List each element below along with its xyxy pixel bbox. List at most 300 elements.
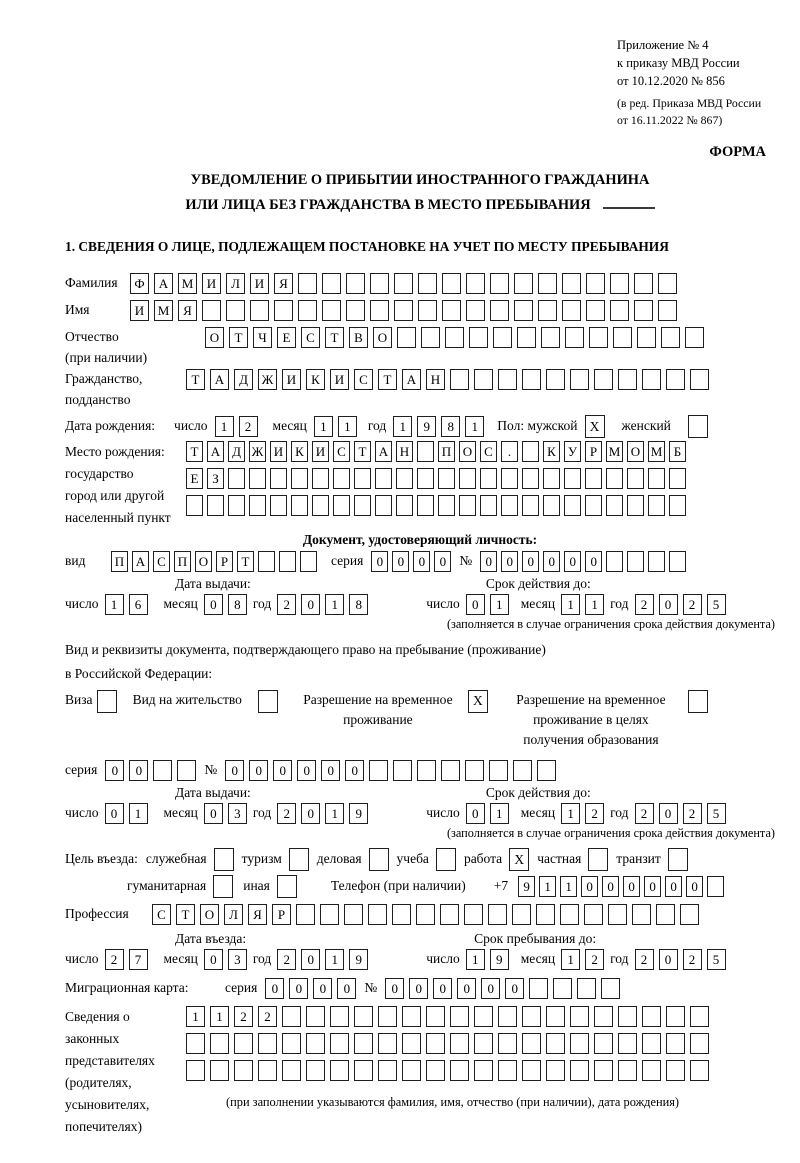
form-cell[interactable]: Т [176, 904, 195, 925]
form-cell[interactable] [522, 1006, 541, 1027]
form-cell[interactable] [606, 468, 623, 489]
form-cell[interactable] [489, 760, 508, 781]
form-cell[interactable] [210, 1033, 229, 1054]
form-cell[interactable]: И [312, 441, 329, 462]
form-cell[interactable]: 9 [417, 416, 436, 437]
form-cell[interactable] [417, 441, 434, 462]
form-cell[interactable]: И [270, 441, 287, 462]
form-cell[interactable]: 1 [105, 594, 124, 615]
form-cell[interactable]: К [543, 441, 560, 462]
form-cell[interactable] [228, 495, 245, 516]
form-cell[interactable] [426, 1006, 445, 1027]
form-cell[interactable]: А [132, 551, 149, 572]
form-cell[interactable] [490, 300, 509, 321]
form-cell[interactable] [258, 1033, 277, 1054]
form-cell[interactable]: П [438, 441, 455, 462]
form-cell[interactable]: 0 [466, 803, 485, 824]
form-cell[interactable] [658, 300, 677, 321]
form-cell[interactable] [488, 904, 507, 925]
form-cell[interactable]: 2 [239, 416, 258, 437]
form-cell[interactable] [396, 495, 413, 516]
form-cell[interactable]: 9 [349, 949, 368, 970]
form-cell[interactable] [541, 327, 560, 348]
form-cell[interactable]: Т [229, 327, 248, 348]
form-cell[interactable] [669, 468, 686, 489]
form-cell[interactable] [441, 760, 460, 781]
form-cell[interactable] [490, 273, 509, 294]
form-cell[interactable] [618, 1006, 637, 1027]
form-cell[interactable] [637, 327, 656, 348]
form-cell[interactable] [440, 904, 459, 925]
form-cell[interactable] [459, 495, 476, 516]
form-cell[interactable]: 0 [466, 594, 485, 615]
form-cell[interactable]: 1 [465, 416, 484, 437]
form-cell[interactable] [354, 495, 371, 516]
form-cell[interactable] [570, 1060, 589, 1081]
form-cell[interactable] [642, 1060, 661, 1081]
form-cell[interactable] [627, 495, 644, 516]
form-cell[interactable] [656, 904, 675, 925]
form-cell[interactable] [396, 468, 413, 489]
form-cell[interactable] [608, 904, 627, 925]
form-cell[interactable] [306, 1060, 325, 1081]
form-cell[interactable]: А [210, 369, 229, 390]
form-cell[interactable]: 0 [543, 551, 560, 572]
form-cell[interactable]: 0 [659, 803, 678, 824]
form-cell[interactable] [312, 495, 329, 516]
form-cell[interactable] [669, 551, 686, 572]
form-cell[interactable] [306, 1033, 325, 1054]
form-cell[interactable]: Я [248, 904, 267, 925]
form-cell[interactable] [282, 1060, 301, 1081]
form-cell[interactable] [522, 441, 539, 462]
form-cell[interactable] [498, 1060, 517, 1081]
form-cell[interactable] [642, 369, 661, 390]
form-cell[interactable] [680, 904, 699, 925]
form-cell[interactable]: 0 [581, 876, 598, 897]
form-cell[interactable] [291, 495, 308, 516]
form-cell[interactable] [537, 760, 556, 781]
form-cell[interactable]: Н [396, 441, 413, 462]
form-cell[interactable] [627, 551, 644, 572]
form-cell[interactable] [480, 468, 497, 489]
form-cell[interactable] [669, 495, 686, 516]
form-cell[interactable] [522, 1060, 541, 1081]
form-cell[interactable] [298, 273, 317, 294]
form-cell[interactable]: Ф [130, 273, 149, 294]
form-cell[interactable] [498, 369, 517, 390]
form-cell[interactable] [642, 1033, 661, 1054]
form-cell[interactable] [282, 1006, 301, 1027]
form-cell[interactable] [562, 273, 581, 294]
form-cell[interactable] [346, 300, 365, 321]
purpose-official-checkbox[interactable] [214, 848, 234, 871]
form-cell[interactable]: С [152, 904, 171, 925]
form-cell[interactable]: Я [178, 300, 197, 321]
form-cell[interactable] [474, 1060, 493, 1081]
form-cell[interactable] [474, 1006, 493, 1027]
purpose-study-checkbox[interactable] [436, 848, 456, 871]
form-cell[interactable] [522, 1033, 541, 1054]
form-cell[interactable]: 0 [129, 760, 148, 781]
form-cell[interactable]: 0 [501, 551, 518, 572]
form-cell[interactable]: 8 [228, 594, 247, 615]
form-cell[interactable] [282, 1033, 301, 1054]
form-cell[interactable]: 2 [635, 594, 654, 615]
form-cell[interactable] [606, 495, 623, 516]
form-cell[interactable]: С [354, 369, 373, 390]
form-cell[interactable] [474, 1033, 493, 1054]
form-cell[interactable] [577, 978, 596, 999]
form-cell[interactable] [564, 468, 581, 489]
form-cell[interactable]: 0 [665, 876, 682, 897]
form-cell[interactable]: 0 [522, 551, 539, 572]
form-cell[interactable] [601, 978, 620, 999]
form-cell[interactable]: 1 [585, 594, 604, 615]
form-cell[interactable]: 1 [561, 594, 580, 615]
form-cell[interactable] [258, 1060, 277, 1081]
form-cell[interactable] [584, 904, 603, 925]
form-cell[interactable]: 0 [481, 978, 500, 999]
form-cell[interactable] [522, 495, 539, 516]
form-cell[interactable]: 0 [413, 551, 430, 572]
form-cell[interactable] [370, 273, 389, 294]
form-cell[interactable]: 0 [301, 949, 320, 970]
form-cell[interactable]: 0 [301, 803, 320, 824]
form-cell[interactable] [514, 300, 533, 321]
form-cell[interactable] [517, 327, 536, 348]
form-cell[interactable] [606, 551, 623, 572]
form-cell[interactable] [333, 495, 350, 516]
form-cell[interactable]: 0 [321, 760, 340, 781]
form-cell[interactable] [296, 904, 315, 925]
form-cell[interactable]: Д [228, 441, 245, 462]
form-cell[interactable]: 2 [277, 594, 296, 615]
form-cell[interactable] [322, 300, 341, 321]
form-cell[interactable]: 0 [204, 594, 223, 615]
form-cell[interactable]: И [330, 369, 349, 390]
form-cell[interactable]: 1 [186, 1006, 205, 1027]
form-cell[interactable]: 1 [325, 949, 344, 970]
form-cell[interactable]: Т [237, 551, 254, 572]
form-cell[interactable]: А [375, 441, 392, 462]
form-cell[interactable] [648, 468, 665, 489]
form-cell[interactable]: Т [186, 441, 203, 462]
form-cell[interactable]: 0 [301, 594, 320, 615]
form-cell[interactable]: Р [216, 551, 233, 572]
form-cell[interactable] [634, 273, 653, 294]
form-cell[interactable]: Ж [249, 441, 266, 462]
form-cell[interactable]: 0 [337, 978, 356, 999]
form-cell[interactable]: 3 [228, 949, 247, 970]
form-cell[interactable] [594, 1060, 613, 1081]
form-cell[interactable]: 0 [297, 760, 316, 781]
form-cell[interactable]: О [627, 441, 644, 462]
form-cell[interactable]: 8 [441, 416, 460, 437]
form-cell[interactable]: Т [186, 369, 205, 390]
form-cell[interactable] [370, 300, 389, 321]
form-cell[interactable] [330, 1033, 349, 1054]
form-cell[interactable]: О [200, 904, 219, 925]
form-cell[interactable] [186, 1060, 205, 1081]
visa-checkbox[interactable] [97, 690, 117, 713]
form-cell[interactable] [585, 468, 602, 489]
form-cell[interactable] [344, 904, 363, 925]
form-cell[interactable] [291, 468, 308, 489]
form-cell[interactable] [666, 1060, 685, 1081]
form-cell[interactable] [426, 1060, 445, 1081]
form-cell[interactable]: 1 [466, 949, 485, 970]
form-cell[interactable]: 1 [338, 416, 357, 437]
form-cell[interactable] [279, 551, 296, 572]
form-cell[interactable] [346, 273, 365, 294]
form-cell[interactable]: Л [226, 273, 245, 294]
form-cell[interactable] [354, 1060, 373, 1081]
form-cell[interactable] [418, 300, 437, 321]
form-cell[interactable] [416, 904, 435, 925]
form-cell[interactable] [512, 904, 531, 925]
form-cell[interactable]: 1 [561, 803, 580, 824]
form-cell[interactable] [632, 904, 651, 925]
form-cell[interactable]: М [648, 441, 665, 462]
form-cell[interactable]: 3 [228, 803, 247, 824]
form-cell[interactable] [402, 1006, 421, 1027]
form-cell[interactable] [397, 327, 416, 348]
form-cell[interactable] [498, 1033, 517, 1054]
form-cell[interactable]: 2 [585, 949, 604, 970]
form-cell[interactable] [514, 273, 533, 294]
form-cell[interactable]: Б [669, 441, 686, 462]
form-cell[interactable]: 9 [490, 949, 509, 970]
form-cell[interactable]: З [207, 468, 224, 489]
form-cell[interactable] [546, 369, 565, 390]
form-cell[interactable] [320, 904, 339, 925]
purpose-humanitarian-checkbox[interactable] [213, 875, 233, 898]
form-cell[interactable] [354, 1006, 373, 1027]
form-cell[interactable]: В [349, 327, 368, 348]
sex-male-checkbox[interactable]: X [585, 415, 605, 438]
form-cell[interactable]: 0 [623, 876, 640, 897]
form-cell[interactable] [450, 1006, 469, 1027]
form-cell[interactable] [369, 760, 388, 781]
temp-permit-checkbox[interactable]: X [468, 690, 488, 713]
form-cell[interactable]: И [202, 273, 221, 294]
form-cell[interactable]: М [178, 273, 197, 294]
form-cell[interactable]: Ч [253, 327, 272, 348]
form-cell[interactable]: О [373, 327, 392, 348]
form-cell[interactable] [270, 495, 287, 516]
form-cell[interactable] [685, 327, 704, 348]
form-cell[interactable] [536, 904, 555, 925]
form-cell[interactable] [442, 273, 461, 294]
purpose-other-checkbox[interactable] [277, 875, 297, 898]
form-cell[interactable] [610, 273, 629, 294]
form-cell[interactable]: Р [272, 904, 291, 925]
form-cell[interactable]: 2 [585, 803, 604, 824]
form-cell[interactable] [658, 273, 677, 294]
form-cell[interactable]: И [282, 369, 301, 390]
form-cell[interactable]: М [606, 441, 623, 462]
form-cell[interactable]: 1 [490, 803, 509, 824]
form-cell[interactable]: 0 [225, 760, 244, 781]
form-cell[interactable]: 1 [539, 876, 556, 897]
purpose-business-checkbox[interactable] [369, 848, 389, 871]
form-cell[interactable]: О [205, 327, 224, 348]
form-cell[interactable]: 2 [258, 1006, 277, 1027]
form-cell[interactable]: 0 [371, 551, 388, 572]
form-cell[interactable] [464, 904, 483, 925]
form-cell[interactable] [618, 1060, 637, 1081]
form-cell[interactable]: 0 [392, 551, 409, 572]
form-cell[interactable] [402, 1033, 421, 1054]
form-cell[interactable] [202, 300, 221, 321]
form-cell[interactable] [450, 369, 469, 390]
form-cell[interactable]: 2 [277, 949, 296, 970]
form-cell[interactable]: 0 [480, 551, 497, 572]
form-cell[interactable]: Д [234, 369, 253, 390]
form-cell[interactable] [570, 369, 589, 390]
form-cell[interactable] [375, 468, 392, 489]
form-cell[interactable] [522, 468, 539, 489]
form-cell[interactable] [469, 327, 488, 348]
form-cell[interactable] [642, 1006, 661, 1027]
form-cell[interactable] [618, 1033, 637, 1054]
form-cell[interactable] [392, 904, 411, 925]
form-cell[interactable] [594, 1033, 613, 1054]
form-cell[interactable]: 5 [707, 803, 726, 824]
form-cell[interactable] [442, 300, 461, 321]
form-cell[interactable] [234, 1033, 253, 1054]
form-cell[interactable]: П [111, 551, 128, 572]
form-cell[interactable] [666, 369, 685, 390]
form-cell[interactable] [570, 1033, 589, 1054]
form-cell[interactable] [270, 468, 287, 489]
form-cell[interactable]: 9 [349, 803, 368, 824]
form-cell[interactable] [417, 760, 436, 781]
form-cell[interactable]: 1 [561, 949, 580, 970]
form-cell[interactable]: 1 [215, 416, 234, 437]
residence-permit-checkbox[interactable] [258, 690, 278, 713]
form-cell[interactable]: 0 [409, 978, 428, 999]
form-cell[interactable] [153, 760, 172, 781]
form-cell[interactable] [250, 300, 269, 321]
form-cell[interactable] [570, 1006, 589, 1027]
form-cell[interactable] [421, 327, 440, 348]
form-cell[interactable] [450, 1060, 469, 1081]
form-cell[interactable]: Е [277, 327, 296, 348]
form-cell[interactable]: Т [378, 369, 397, 390]
form-cell[interactable]: 0 [273, 760, 292, 781]
form-cell[interactable]: 0 [204, 949, 223, 970]
form-cell[interactable] [690, 369, 709, 390]
form-cell[interactable] [417, 495, 434, 516]
form-cell[interactable] [394, 273, 413, 294]
form-cell[interactable]: 8 [349, 594, 368, 615]
form-cell[interactable]: 1 [314, 416, 333, 437]
form-cell[interactable]: У [564, 441, 581, 462]
form-cell[interactable]: Т [325, 327, 344, 348]
form-cell[interactable] [690, 1033, 709, 1054]
form-cell[interactable] [613, 327, 632, 348]
form-cell[interactable]: 2 [683, 594, 702, 615]
form-cell[interactable] [546, 1006, 565, 1027]
form-cell[interactable] [585, 495, 602, 516]
form-cell[interactable] [627, 468, 644, 489]
form-cell[interactable]: О [195, 551, 212, 572]
form-cell[interactable] [565, 327, 584, 348]
form-cell[interactable] [249, 468, 266, 489]
form-cell[interactable] [210, 1060, 229, 1081]
form-cell[interactable] [501, 495, 518, 516]
form-cell[interactable] [538, 273, 557, 294]
form-cell[interactable] [426, 1033, 445, 1054]
form-cell[interactable]: 0 [434, 551, 451, 572]
form-cell[interactable] [513, 760, 532, 781]
form-cell[interactable]: 2 [635, 949, 654, 970]
form-cell[interactable] [594, 1006, 613, 1027]
form-cell[interactable] [298, 300, 317, 321]
form-cell[interactable] [594, 369, 613, 390]
form-cell[interactable] [498, 1006, 517, 1027]
form-cell[interactable] [186, 495, 203, 516]
form-cell[interactable] [300, 551, 317, 572]
form-cell[interactable] [589, 327, 608, 348]
form-cell[interactable] [529, 978, 548, 999]
form-cell[interactable]: 5 [707, 594, 726, 615]
form-cell[interactable] [450, 1033, 469, 1054]
purpose-transit-checkbox[interactable] [668, 848, 688, 871]
form-cell[interactable]: 0 [105, 803, 124, 824]
form-cell[interactable] [493, 327, 512, 348]
form-cell[interactable]: И [250, 273, 269, 294]
form-cell[interactable]: 2 [277, 803, 296, 824]
form-cell[interactable] [634, 300, 653, 321]
form-cell[interactable] [560, 904, 579, 925]
form-cell[interactable] [228, 468, 245, 489]
form-cell[interactable]: 2 [635, 803, 654, 824]
form-cell[interactable] [707, 876, 724, 897]
form-cell[interactable]: А [154, 273, 173, 294]
form-cell[interactable] [354, 1033, 373, 1054]
form-cell[interactable]: 0 [564, 551, 581, 572]
form-cell[interactable] [648, 495, 665, 516]
form-cell[interactable] [562, 300, 581, 321]
form-cell[interactable] [465, 760, 484, 781]
form-cell[interactable]: А [207, 441, 224, 462]
edu-permit-checkbox[interactable] [688, 690, 708, 713]
form-cell[interactable] [375, 495, 392, 516]
purpose-work-checkbox[interactable]: X [509, 848, 529, 871]
form-cell[interactable] [354, 468, 371, 489]
form-cell[interactable]: Т [354, 441, 371, 462]
form-cell[interactable]: 0 [385, 978, 404, 999]
form-cell[interactable] [501, 468, 518, 489]
form-cell[interactable]: 0 [249, 760, 268, 781]
form-cell[interactable] [648, 551, 665, 572]
purpose-private-checkbox[interactable] [588, 848, 608, 871]
form-cell[interactable]: 0 [433, 978, 452, 999]
form-cell[interactable]: 9 [518, 876, 535, 897]
form-cell[interactable] [661, 327, 680, 348]
form-cell[interactable]: 0 [265, 978, 284, 999]
form-cell[interactable]: А [402, 369, 421, 390]
form-cell[interactable]: С [153, 551, 170, 572]
form-cell[interactable]: 1 [393, 416, 412, 437]
form-cell[interactable]: Ж [258, 369, 277, 390]
form-cell[interactable]: П [174, 551, 191, 572]
form-cell[interactable] [438, 495, 455, 516]
form-cell[interactable] [543, 495, 560, 516]
